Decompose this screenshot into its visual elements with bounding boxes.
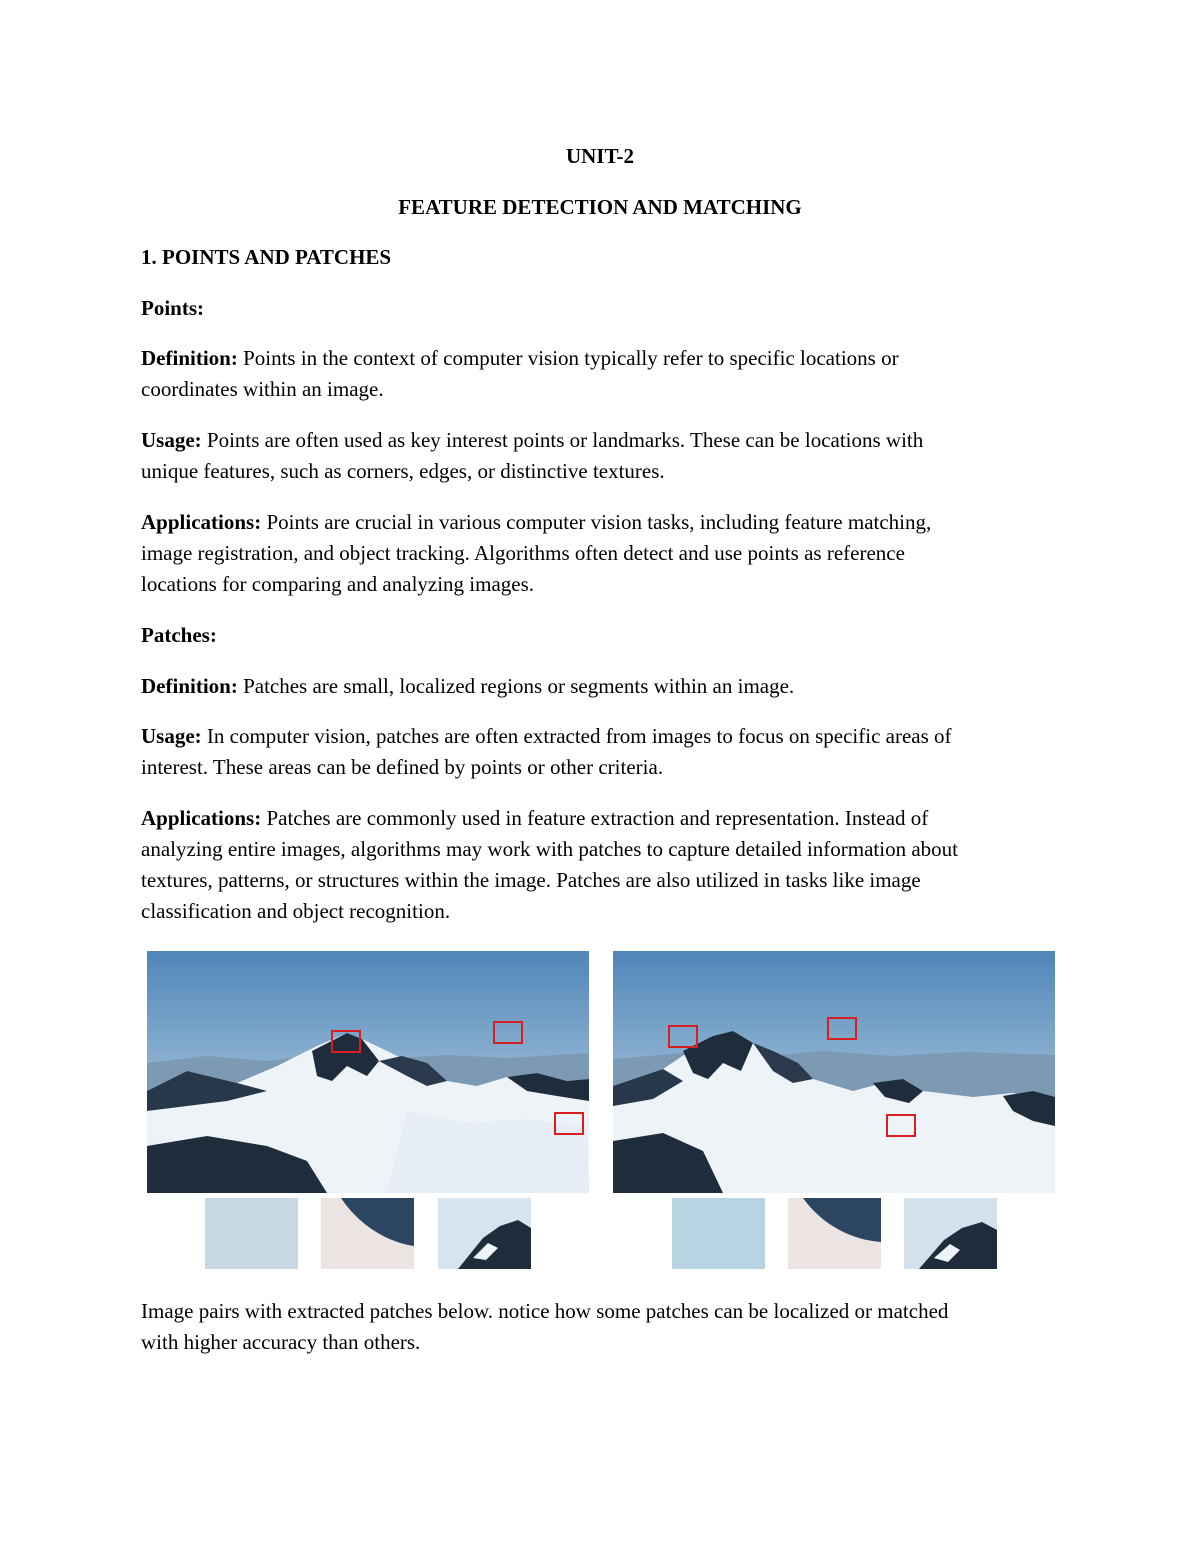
usage-text: In computer vision, patches are often extracted from images to focus on specific areas of [201,724,952,748]
applications-label: Applications: [141,806,262,830]
patches-usage-line [141,721,952,752]
patches-applications-line: analyzing entire images, algorithms may work with patches to capture detailed information about [141,837,959,861]
definition-text: Patches are small, localized regions or segments within an image. [237,674,795,698]
points-definition-line [141,343,899,374]
sky-patch [205,1198,298,1269]
figure-caption: with higher accuracy than others. [141,1330,421,1354]
patches-applications-line [141,803,928,834]
definition-label: Definition: [141,674,238,698]
usage-text: Points are often used as key interest points or landmarks. These can be locations with [201,428,924,452]
applications-text: Points are crucial in various computer vision tasks, including feature matching, [261,510,932,534]
mountain-photo-left [147,951,589,1193]
document-title: FEATURE DETECTION AND MATCHING [398,195,802,219]
patches-applications-line: classification and object recognition. [141,899,451,923]
edge-patch [321,1198,414,1269]
points-usage-line [141,425,923,456]
patches-definition-line [141,671,794,702]
definition-text: Points in the context of computer vision typically refer to specific locations or [237,346,899,370]
applications-text: Patches are commonly used in feature extraction and representation. Instead of [261,806,929,830]
section-heading: 1. POINTS AND PATCHES [141,245,392,269]
patches-usage-line: interest. These areas can be defined by points or other criteria. [141,755,664,779]
corner-patch [438,1198,531,1269]
sky-patch [672,1198,765,1269]
definition-label: Definition: [141,346,238,370]
figure-caption: Image pairs with extracted patches below. notice how some patches can be localized or matched [141,1299,949,1323]
corner-patch [904,1198,997,1269]
points-definition-line: coordinates within an image. [141,377,384,401]
patches-heading: Patches: [141,623,217,647]
unit-heading: UNIT-2 [565,144,635,168]
usage-label: Usage: [141,428,202,452]
edge-patch [788,1198,881,1269]
usage-label: Usage: [141,724,202,748]
points-usage-line: unique features, such as corners, edges, or distinctive textures. [141,459,665,483]
patches-applications-line: textures, patterns, or structures within the image. Patches are also utilized in tasks like image [141,868,921,892]
points-heading: Points: [141,296,204,320]
points-applications-line: image registration, and object tracking. Algorithms often detect and use points as reference [141,541,905,565]
applications-label: Applications: [141,510,262,534]
points-applications-line: locations for comparing and analyzing images. [141,572,535,596]
points-applications-line [141,507,931,538]
mountain-photo-right [613,951,1055,1193]
